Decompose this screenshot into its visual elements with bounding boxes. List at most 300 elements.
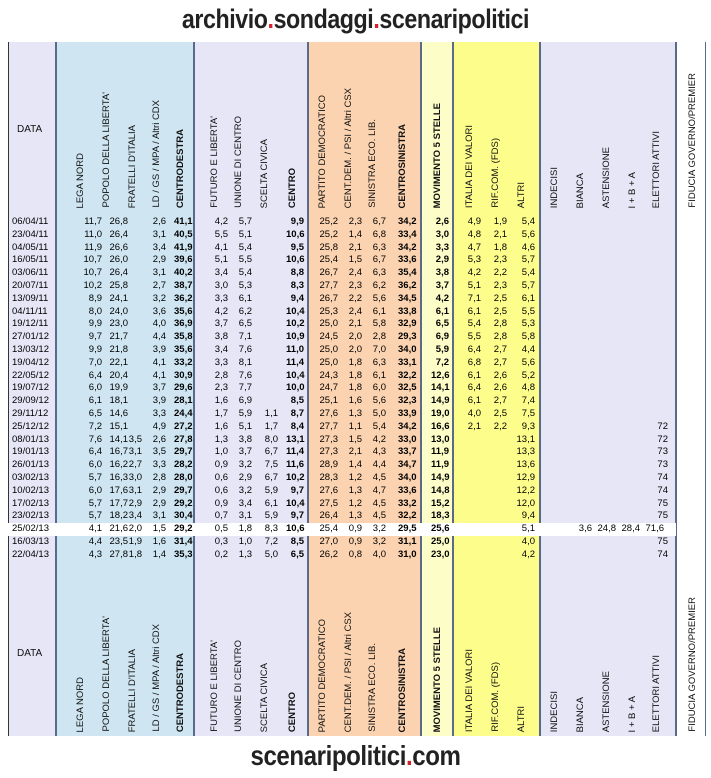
- cell-pdl: 22,1: [109, 356, 128, 368]
- cell-centro: 10,9: [286, 331, 305, 343]
- cell-lega: 11,9: [84, 241, 102, 253]
- cell-m5s: 25,0: [431, 536, 450, 547]
- cell-sc: 7,2: [264, 536, 278, 547]
- cell-rif: 2,5: [493, 305, 507, 317]
- cell-lega: 8,9: [88, 292, 102, 304]
- cell-pdl: 26,6: [109, 241, 128, 253]
- cell-sel: 5,6: [372, 292, 386, 304]
- cell-cdem: 1,3: [348, 484, 362, 496]
- cell-centro: 10,4: [286, 369, 305, 381]
- cell-pd: 25,0: [319, 318, 338, 330]
- table-row: [0, 229, 711, 242]
- cell-cdx: 29,6: [174, 382, 193, 394]
- cell-elettori: 74: [657, 472, 668, 483]
- cell-lega: 6,4: [88, 369, 102, 381]
- cell-m5s: 14,8: [431, 484, 450, 496]
- cell-cdx: 30,4: [174, 510, 193, 522]
- cell-rif: 2,7: [493, 356, 507, 368]
- header-top: [195, 42, 307, 212]
- table-row: [0, 421, 711, 434]
- cell-date: 19/04/12: [12, 356, 49, 368]
- cell-udc: 5,1: [238, 420, 252, 432]
- header-bottom: [309, 582, 420, 736]
- column-header-sel: SINISTRA ECO. LIB.: [367, 119, 378, 208]
- cell-cdem: 1,3: [348, 408, 362, 419]
- header-bottom: [195, 582, 307, 736]
- cell-fdi: 2,0: [128, 523, 142, 535]
- cell-fli: 1,6: [214, 395, 228, 407]
- cell-altri: 5,7: [521, 280, 535, 291]
- cell-pd: 25,2: [319, 216, 338, 227]
- cell-csx: 34,2: [398, 241, 417, 253]
- cell-date: 17/02/13: [12, 497, 49, 509]
- cell-rif: 2,2: [493, 420, 507, 432]
- cell-ld: 3,9: [152, 395, 166, 407]
- cell-pdl: 24,0: [109, 305, 128, 317]
- cell-fli: 0,6: [214, 484, 228, 496]
- cell-fli: 3,3: [214, 356, 228, 368]
- cell-pdl: 16,7: [109, 446, 128, 458]
- cell-iba: 71,6: [645, 523, 664, 535]
- cell-pd: 28,3: [319, 472, 338, 483]
- cell-lega: 6,5: [88, 408, 102, 419]
- cell-date: 29/09/12: [12, 395, 49, 407]
- cell-altri: 5,6: [521, 356, 535, 368]
- table-row: [0, 216, 711, 229]
- cell-m5s: 19,0: [431, 408, 450, 419]
- cell-cdem: 0,9: [348, 523, 362, 535]
- cell-altri: 7,4: [521, 395, 535, 407]
- cell-ld: 3,1: [152, 267, 166, 279]
- cell-lega: 10,7: [83, 267, 102, 279]
- cell-idv: 7,1: [467, 292, 481, 304]
- column-header-cdem: CENT.DEM. / PSI / Altri CSX: [343, 611, 354, 732]
- cell-udc: 7,6: [238, 344, 252, 355]
- cell-pd: 27,6: [319, 408, 338, 419]
- column-header-m5s: MOVIMENTO 5 STELLE: [432, 626, 443, 732]
- cell-rif: 2,7: [493, 395, 507, 407]
- cell-lega: 9,9: [88, 344, 102, 355]
- title-dot: .: [373, 4, 380, 34]
- table-row: [0, 510, 711, 523]
- cell-cdx: 27,8: [174, 433, 193, 445]
- cell-udc: 3,7: [238, 446, 252, 458]
- header-bottom: [454, 582, 539, 736]
- cell-fdi: 3,0: [128, 472, 142, 483]
- cell-cdem: 1,2: [348, 497, 362, 509]
- cell-udc: 7,7: [238, 382, 252, 394]
- cell-udc: 3,4: [238, 497, 252, 509]
- cell-udc: 6,1: [238, 292, 252, 304]
- header-top: [57, 42, 193, 212]
- cell-lega: 7,6: [88, 433, 102, 445]
- table-row: [0, 242, 711, 255]
- cell-cdx: 30,9: [174, 369, 193, 381]
- cell-date: 25/02/13: [12, 523, 49, 535]
- header-bottom: [57, 582, 193, 736]
- cell-pdl: 25,8: [109, 280, 128, 291]
- cell-cdx: 36,2: [174, 292, 193, 304]
- cell-pd: 25,4: [319, 254, 338, 266]
- cell-rif: 2,6: [493, 369, 507, 381]
- cell-cdx: 38,7: [174, 280, 193, 291]
- cell-date: 13/03/12: [12, 344, 49, 355]
- cell-fli: 0,2: [214, 548, 228, 560]
- cell-sc: 5,9: [264, 510, 278, 522]
- cell-ld: 1,5: [152, 523, 166, 535]
- cell-cdem: 2,0: [348, 344, 362, 355]
- cell-pd: 27,5: [319, 497, 338, 509]
- cell-altri: 5,8: [521, 331, 535, 343]
- cell-csx: 31,0: [398, 548, 417, 560]
- cell-sel: 6,7: [372, 254, 386, 266]
- cell-date: 27/01/12: [12, 331, 49, 343]
- cell-pd: 27,6: [319, 484, 338, 496]
- cell-altri: 7,5: [521, 408, 535, 419]
- cell-ld: 3,2: [152, 292, 166, 304]
- cell-fli: 3,8: [214, 331, 228, 343]
- cell-udc: 5,7: [238, 216, 252, 227]
- cell-pdl: 24,1: [109, 292, 128, 304]
- cell-cdem: 2,2: [348, 292, 362, 304]
- cell-lega: 9,7: [88, 331, 102, 343]
- cell-ld: 2,6: [152, 433, 166, 445]
- cell-altri: 5,6: [521, 228, 535, 240]
- cell-lega: 6,4: [88, 446, 102, 458]
- header-bottom: [541, 582, 675, 736]
- cell-pdl: 14,6: [109, 408, 128, 419]
- cell-m5s: 3,3: [435, 241, 449, 253]
- cell-fli: 3,0: [214, 280, 228, 291]
- cell-csx: 34,0: [398, 472, 417, 483]
- column-header-sel: SINISTRA ECO. LIB.: [367, 643, 378, 732]
- table-row: [0, 536, 711, 549]
- cell-cdem: 1,4: [348, 228, 362, 240]
- cell-elettori: 74: [657, 548, 668, 560]
- cell-lega: 7,2: [88, 420, 102, 432]
- cell-sel: 4,4: [372, 459, 386, 471]
- column-header-udc: UNIONE DI CENTRO: [233, 640, 244, 732]
- cell-sc: 8,0: [264, 433, 278, 445]
- cell-udc: 6,2: [238, 305, 252, 317]
- cell-pd: 25,8: [319, 241, 338, 253]
- header-top: [309, 42, 420, 212]
- cell-idv: 6,4: [467, 344, 481, 355]
- cell-udc: 5,9: [238, 408, 252, 419]
- cell-m5s: 2,9: [435, 254, 449, 266]
- cell-cdx: 35,3: [174, 548, 193, 560]
- cell-lega: 5,7: [88, 472, 102, 483]
- column-header-lega: LEGA NORD: [75, 676, 86, 732]
- cell-pd: 27,0: [319, 536, 338, 547]
- cell-fli: 3,3: [214, 292, 228, 304]
- cell-ld: 3,3: [152, 459, 166, 471]
- cell-pdl: 27,8: [109, 548, 128, 560]
- header-bottom: [422, 582, 452, 736]
- cell-pd: 27,7: [319, 420, 338, 432]
- cell-elettori: 75: [657, 510, 668, 522]
- cell-pd: 25,1: [319, 395, 338, 407]
- cell-centro: 10,4: [286, 305, 305, 317]
- cell-rif: 1,8: [493, 241, 507, 253]
- column-header-ld: LD / GS / MPA / Altri CDX: [151, 100, 162, 208]
- cell-csx: 33,4: [398, 228, 417, 240]
- cell-udc: 5,1: [238, 228, 252, 240]
- column-header-sc: SCELTA CIVICA: [259, 662, 270, 732]
- cell-altri: 4,2: [521, 548, 535, 560]
- cell-pd: 24,7: [319, 382, 338, 394]
- cell-altri: 13,6: [516, 459, 535, 471]
- cell-fli: 0,9: [214, 497, 228, 509]
- cell-csx: 34,2: [398, 216, 417, 227]
- cell-m5s: 4,2: [435, 292, 449, 304]
- cell-elettori: 74: [657, 484, 668, 496]
- cell-fdi: 3,1: [128, 484, 142, 496]
- column-header-csx: CENTROSINISTRA: [397, 647, 408, 732]
- table-row: [0, 344, 711, 357]
- column-header-iba: I + B + A: [627, 695, 638, 732]
- cell-cdem: 1,1: [348, 420, 362, 432]
- cell-centro: 9,7: [290, 510, 304, 522]
- header-top: [422, 42, 452, 212]
- cell-sel: 6,3: [372, 241, 386, 253]
- cell-cdx: 33,2: [174, 356, 193, 368]
- cell-cdem: 2,3: [348, 280, 362, 291]
- cell-fdi: 3,4: [128, 510, 142, 522]
- cell-lega: 5,7: [88, 510, 102, 522]
- cell-idv: 6,8: [467, 356, 481, 368]
- cell-sc: 6,1: [264, 497, 278, 509]
- cell-altri: 4,6: [521, 241, 535, 253]
- cell-centro: 9,5: [290, 241, 304, 253]
- cell-cdx: 40,5: [174, 228, 193, 240]
- table-row: [0, 459, 711, 472]
- cell-csx: 34,7: [398, 459, 417, 471]
- table-row: [0, 498, 711, 511]
- column-header-bianca: BIANCA: [575, 172, 586, 208]
- column-header-altri: ALTRI: [516, 705, 527, 732]
- cell-fli: 2,8: [214, 369, 228, 381]
- cell-sc: 5,9: [264, 484, 278, 496]
- cell-pdl: 21,7: [109, 331, 128, 343]
- cell-rif: 1,9: [493, 216, 507, 227]
- cell-cdem: 1,2: [348, 472, 362, 483]
- cell-cdx: 27,2: [174, 420, 193, 432]
- cell-idv: 4,8: [467, 228, 481, 240]
- cell-ld: 3,5: [152, 446, 166, 458]
- cell-cdx: 29,2: [174, 523, 193, 535]
- footer-title-part: com: [412, 740, 461, 771]
- cell-lega: 10,7: [83, 254, 102, 266]
- column-header-indecisi: INDECISI: [549, 166, 560, 208]
- cell-m5s: 13,0: [431, 433, 450, 445]
- cell-rif: 2,8: [493, 331, 507, 343]
- cell-m5s: 6,1: [435, 305, 449, 317]
- cell-altri: 9,4: [521, 510, 535, 522]
- cell-m5s: 3,7: [435, 280, 449, 291]
- cell-idv: 4,0: [467, 408, 481, 419]
- cell-centro: 13,1: [286, 433, 305, 445]
- cell-centro: 9,4: [290, 292, 304, 304]
- column-header-fli: FUTURO E LIBERTA': [209, 116, 220, 208]
- table-row: [0, 408, 711, 421]
- cell-pd: 25,3: [319, 305, 338, 317]
- cell-date: 03/02/13: [12, 472, 49, 483]
- cell-rif: 2,5: [493, 292, 507, 304]
- cell-sel: 5,8: [372, 318, 386, 330]
- cell-cdx: 35,6: [174, 344, 193, 355]
- cell-pdl: 26,4: [109, 228, 128, 240]
- cell-sel: 4,2: [372, 433, 386, 445]
- cell-pdl: 26,0: [109, 254, 128, 266]
- cell-m5s: 16,6: [431, 420, 450, 432]
- cell-udc: 6,5: [238, 318, 252, 330]
- table-row-election-result: [8, 523, 676, 536]
- cell-centro: 11,6: [286, 459, 304, 471]
- cell-centro: 10,0: [286, 382, 305, 394]
- cell-fli: 1,7: [214, 408, 228, 419]
- cell-sel: 4,5: [372, 510, 386, 522]
- cell-ld: 3,4: [152, 241, 166, 253]
- cell-centro: 8,4: [290, 420, 304, 432]
- cell-date: 22/04/13: [12, 548, 49, 560]
- cell-csx: 31,1: [398, 536, 417, 547]
- cell-idv: 6,4: [467, 382, 481, 394]
- cell-csx: 33,9: [398, 408, 417, 419]
- cell-csx: 36,2: [398, 280, 417, 291]
- cell-lega: 7,0: [88, 356, 102, 368]
- cell-centro: 11,4: [286, 356, 304, 368]
- cell-m5s: 11,9: [431, 459, 449, 471]
- cell-udc: 2,9: [238, 472, 252, 483]
- cell-centro: 11,4: [286, 446, 304, 458]
- cell-fdi: 1,8: [128, 548, 142, 560]
- cell-altri: 12,0: [516, 497, 535, 509]
- cell-idv: 4,9: [467, 216, 481, 227]
- cell-m5s: 5,9: [435, 344, 449, 355]
- cell-pd: 26,2: [319, 548, 338, 560]
- cell-fli: 3,4: [214, 344, 228, 355]
- cell-cdem: 2,4: [348, 267, 362, 279]
- cell-ld: 4,1: [152, 356, 166, 368]
- cell-csx: 32,2: [398, 369, 417, 381]
- cell-pdl: 21,6: [109, 523, 128, 535]
- cell-cdem: 1,8: [348, 356, 362, 368]
- cell-udc: 6,9: [238, 395, 252, 407]
- cell-centro: 10,2: [286, 472, 305, 483]
- cell-csx: 33,6: [398, 254, 417, 266]
- column-header-rif: RIF.COM. (FDS): [490, 138, 501, 208]
- cell-fli: 2,3: [214, 382, 228, 394]
- cell-csx: 32,3: [398, 395, 417, 407]
- table-row: [0, 370, 711, 383]
- cell-ld: 3,9: [152, 344, 166, 355]
- cell-pd: 25,4: [319, 523, 338, 535]
- cell-ld: 3,7: [152, 382, 166, 394]
- site-title-part: archivio: [181, 4, 268, 34]
- cell-date: 23/04/11: [12, 228, 49, 240]
- cell-elettori: 75: [657, 497, 668, 509]
- cell-sel: 6,2: [372, 280, 386, 291]
- cell-cdx: 40,2: [174, 267, 193, 279]
- column-header-lega: LEGA NORD: [75, 152, 86, 208]
- cell-sc: 5,0: [264, 548, 278, 560]
- cell-sel: 5,4: [372, 420, 386, 432]
- cell-date: 16/05/11: [12, 254, 49, 266]
- table-row: [0, 318, 711, 331]
- cell-cdx: 41,9: [174, 241, 193, 253]
- cell-centro: 8,7: [290, 408, 304, 419]
- table-row: [0, 472, 711, 485]
- site-title-part: sondaggi: [273, 4, 374, 34]
- cell-cdx: 36,9: [174, 318, 193, 330]
- cell-m5s: 6,5: [435, 318, 449, 330]
- cell-pd: 28,9: [319, 459, 338, 471]
- cell-sel: 4,0: [372, 548, 386, 560]
- column-header-cdem: CENT.DEM. / PSI / Altri CSX: [343, 87, 354, 208]
- cell-elettori: 72: [657, 433, 668, 445]
- cell-date: 03/06/11: [12, 267, 49, 279]
- cell-elettori: 73: [657, 459, 668, 471]
- cell-idv: 5,5: [467, 331, 481, 343]
- cell-pdl: 18,2: [109, 510, 128, 522]
- cell-pdl: 23,0: [109, 318, 128, 330]
- cell-ld: 4,4: [152, 331, 166, 343]
- cell-idv: 2,1: [467, 420, 481, 432]
- cell-ld: 3,1: [152, 228, 166, 240]
- cell-ld: 2,9: [152, 497, 166, 509]
- cell-pd: 27,3: [319, 433, 338, 445]
- cell-lega: 4,3: [88, 548, 102, 560]
- cell-date: 13/09/11: [12, 292, 49, 304]
- cell-udc: 8,1: [238, 356, 252, 368]
- cell-udc: 5,4: [238, 267, 252, 279]
- cell-sel: 5,0: [372, 408, 386, 419]
- column-header-idv: ITALIA DEI VALORI: [464, 124, 475, 208]
- cell-sel: 5,6: [372, 395, 386, 407]
- cell-fdi: 2,9: [128, 497, 142, 509]
- cell-m5s: 18,3: [431, 510, 450, 522]
- cell-date: 19/01/13: [12, 446, 49, 458]
- cell-m5s: 12,6: [431, 369, 450, 381]
- cell-altri: 5,2: [521, 369, 535, 381]
- cell-pdl: 17,7: [109, 497, 128, 509]
- cell-cdem: 2,1: [348, 318, 362, 330]
- cell-csx: 33,7: [398, 446, 417, 458]
- cell-fli: 0,6: [214, 472, 228, 483]
- cell-centro: 8,8: [290, 267, 304, 279]
- cell-idv: 5,4: [467, 318, 481, 330]
- cell-sel: 4,3: [372, 446, 386, 458]
- cell-m5s: 14,9: [431, 395, 450, 407]
- cell-lega: 11,7: [84, 216, 102, 227]
- cell-sel: 6,3: [372, 267, 386, 279]
- cell-lega: 11,0: [84, 228, 102, 240]
- cell-udc: 3,8: [238, 433, 252, 445]
- cell-lega: 4,4: [88, 536, 102, 547]
- cell-lega: 5,7: [88, 497, 102, 509]
- cell-pdl: 16,3: [109, 472, 128, 483]
- cell-sc: 1,1: [264, 408, 278, 419]
- cell-cdx: 28,1: [174, 395, 193, 407]
- cell-udc: 1,8: [238, 523, 252, 535]
- cell-cdx: 24,4: [174, 408, 193, 419]
- cell-m5s: 3,0: [435, 228, 449, 240]
- cell-lega: 6,0: [88, 382, 102, 394]
- cell-sel: 3,2: [372, 523, 386, 535]
- cell-date: 04/11/11: [12, 305, 48, 317]
- cell-cdx: 28,0: [174, 472, 193, 483]
